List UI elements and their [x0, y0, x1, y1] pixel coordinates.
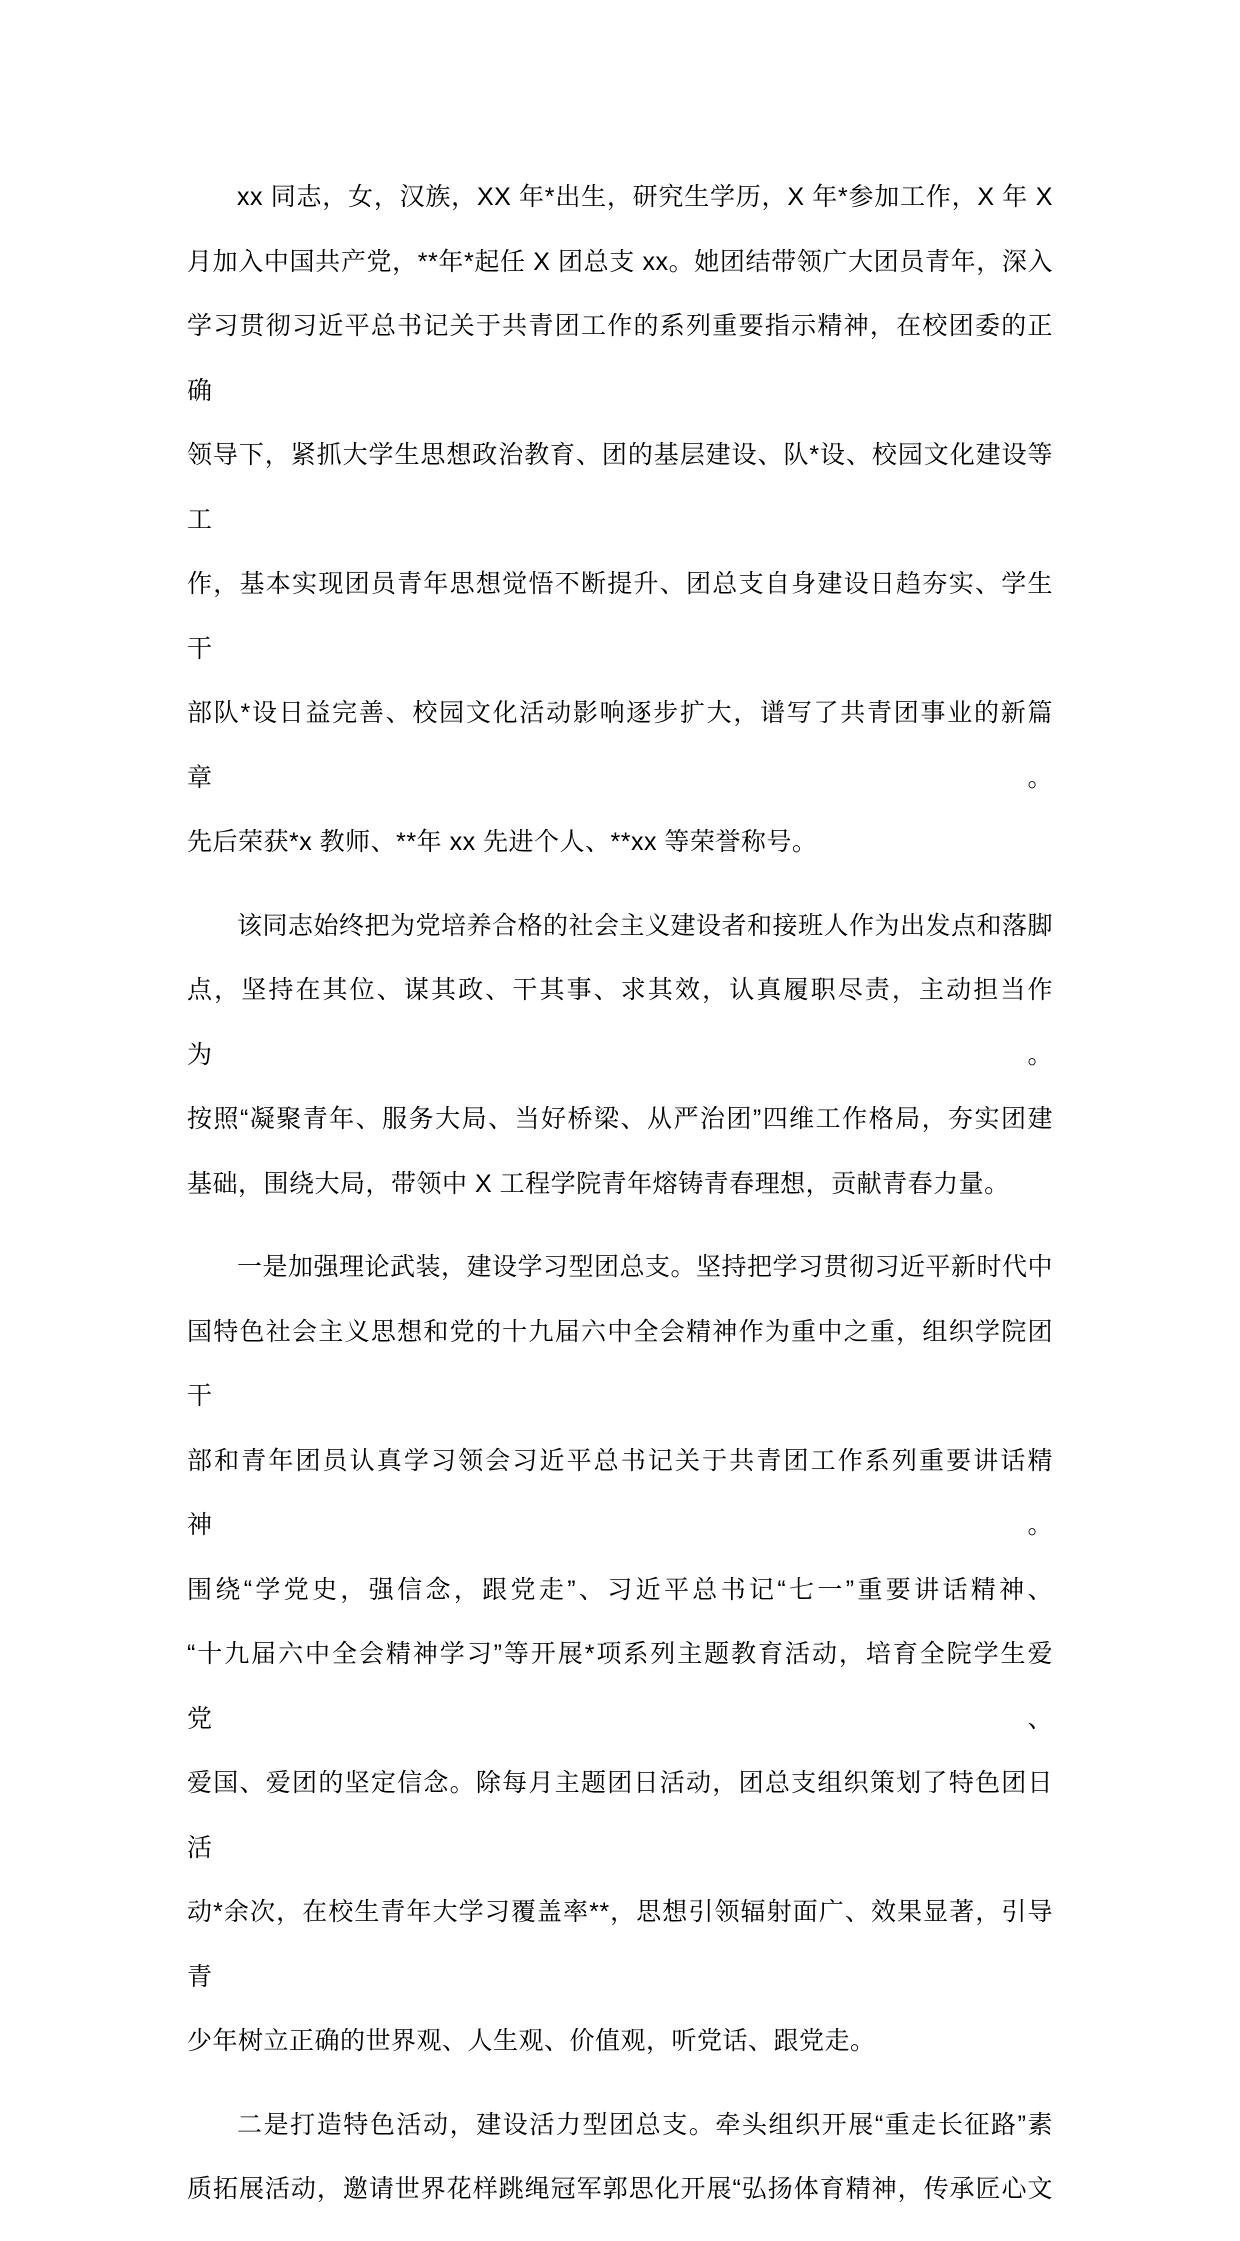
text-line: 学习贯彻习近平总书记关于共青团工作的系列重要指示精神，在校团委的正确 — [187, 312, 1053, 405]
paragraph-intro — [187, 165, 1053, 875]
text-line: 国特色社会主义思想和党的十九届六中全会精神作为重中之重，组织学院团干 — [187, 1317, 1053, 1410]
paragraph-overview — [187, 894, 1053, 1217]
text-line: 部队*设日益完善、校园文化活动影响逐步扩大，谱写了共青团事业的新篇章。 — [187, 699, 1053, 792]
document-body — [187, 165, 1053, 2241]
text-line: 动*余次，在校生青年大学习覆盖率**，思想引领辐射面广、效果显著，引导青 — [187, 1898, 1053, 1991]
text-line: 作，基本实现团员青年思想觉悟不断提升、团总支自身建设日趋夯实、学生干 — [187, 570, 1053, 663]
text-line: 一是加强理论武装，建设学习型团总支。坚持把学习贯彻习近平新时代中 — [237, 1253, 1054, 1281]
text-line: xx 同志，女，汉族，XX 年*出生，研究生学历，X 年*参加工作，X 年 X — [237, 183, 1053, 211]
text-line: 部和青年团员认真学习领会习近平总书记关于共青团工作系列重要讲话精神。 — [187, 1446, 1053, 1539]
text-line: 点，坚持在其位、谋其政、干其事、求其效，认真履职尽责，主动担当作为。 — [187, 976, 1053, 1069]
text-line: “十九届六中全会精神学习”等开展*项系列主题教育活动，培育全院学生爱党、 — [187, 1640, 1053, 1733]
text-line: 质拓展活动，邀请世界花样跳绳冠军郭思化开展“弘扬体育精神，传承匠心文 — [187, 2175, 1053, 2203]
paragraph-point-one — [187, 1235, 1053, 2074]
text-line: 先后荣获*x 教师、**年 xx 先进个人、**xx 等荣誉称号。 — [187, 828, 818, 856]
paragraph-point-two — [187, 2093, 1053, 2222]
text-line: 月加入中国共产党，**年*起任 X 团总支 xx。她团结带领广大团员青年，深入 — [187, 247, 1053, 276]
text-line: 领导下，紧抓大学生思想政治教育、团的基层建设、队*设、校园文化建设等工 — [187, 441, 1053, 534]
text-line: 该同志始终把为党培养合格的社会主义建设者和接班人作为出发点和落脚 — [237, 911, 1054, 940]
text-line: 按照“凝聚青年、服务大局、当好桥梁、从严治团”四维工作格局，夯实团建 — [187, 1105, 1053, 1133]
text-line: 爱国、爱团的坚定信念。除每月主题团日活动，团总支组织策划了特色团日活 — [187, 1769, 1053, 1862]
text-line: 少年树立正确的世界观、人生观、价值观，听党话、跟党走。 — [187, 2027, 876, 2055]
text-line: 二是打造特色活动，建设活力型团总支。牵头组织开展“重走长征路”素 — [237, 2110, 1053, 2139]
text-line: 围绕“学党史，强信念，跟党走”、习近平总书记“七一”重要讲话精神、 — [187, 1575, 1053, 1604]
text-line: 基础，围绕大局，带领中 X 工程学院青年熔铸青春理想，贡献青春力量。 — [187, 1169, 1010, 1198]
